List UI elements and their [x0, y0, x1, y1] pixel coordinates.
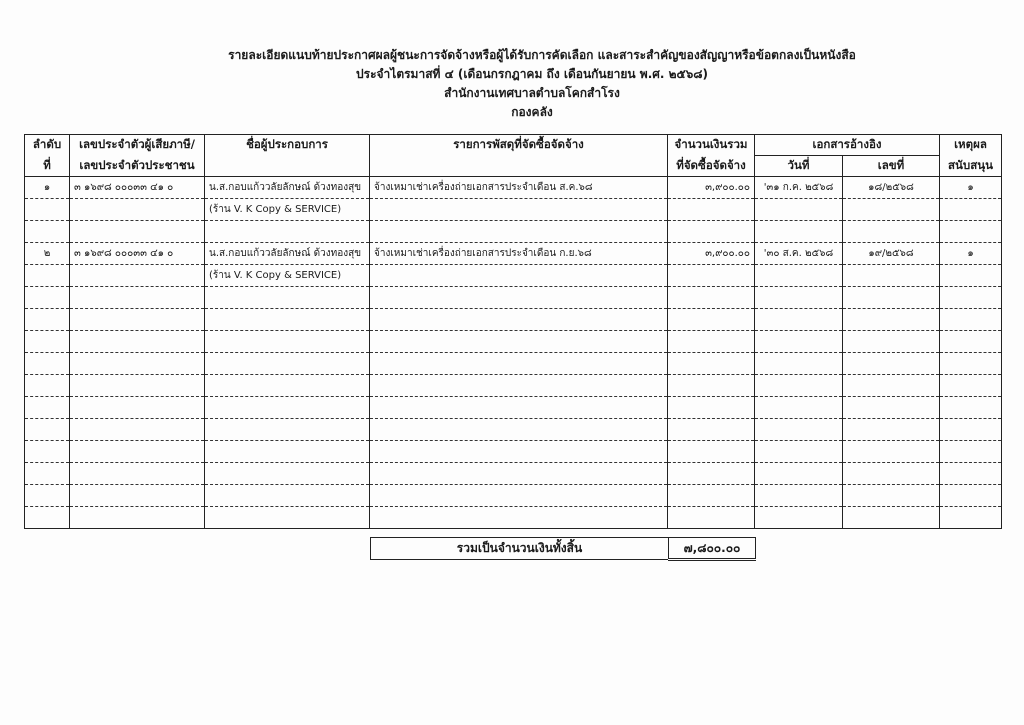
row-taxid: ๓ ๑๖๙๘ ๐๐๐๓๓ ๔๑ ๐	[70, 243, 205, 265]
col-ref-date-header: วันที่	[755, 156, 843, 177]
table-row	[25, 441, 1002, 463]
row-vendor-shop: (ร้าน V. K Copy & SERVICE)	[205, 199, 370, 221]
table-row	[25, 463, 1002, 485]
table-row	[25, 397, 1002, 419]
document-header	[0, 46, 1024, 122]
table-row	[25, 375, 1002, 397]
row-taxid: ๓ ๑๖๙๘ ๐๐๐๓๓ ๔๑ ๐	[70, 177, 205, 199]
row-seq: ๒	[25, 243, 70, 265]
title-line-1: รายละเอียดแนบท้ายประกาศผลผู้ชนะการจัดจ้างหรือผู้ได้รับการคัดเลือก และสาระสำคัญของสัญญาหรือข้อตกลงเป็นหนังสือ	[228, 48, 856, 62]
table-row	[25, 419, 1002, 441]
col-item-header-2	[370, 156, 668, 177]
procurement-table	[24, 134, 1002, 529]
table-row	[25, 221, 1002, 243]
row-seq: ๑	[25, 177, 70, 199]
total-label: รวมเป็นจำนวนเงินทั้งสิ้น	[371, 538, 669, 560]
table-row	[25, 199, 1002, 221]
row-item: จ้างเหมาเช่าเครื่องถ่ายเอกสารประจำเดือน ส.ค.๖๘	[370, 177, 668, 199]
total-row	[370, 537, 756, 561]
title-line-2: ประจำไตรมาสที่ ๔ (เดือนกรกฎาคม ถึง เดือนกันยายน พ.ศ. ๒๕๖๘)	[356, 67, 708, 81]
col-item-header: รายการพัสดุที่จัดซื้อจัดจ้าง	[370, 135, 668, 156]
col-vendor-header: ชื่อผู้ประกอบการ	[205, 135, 370, 156]
col-seq-header: ลำดับ	[25, 135, 70, 156]
table-row	[25, 265, 1002, 287]
col-vendor-header-2	[205, 156, 370, 177]
col-taxid-header-2: เลขประจำตัวประชาชน	[70, 156, 205, 177]
title-line-3: สำนักงานเทศบาลตำบลโคกสำโรง	[444, 86, 620, 100]
total-amount: ๗,๘๐๐.๐๐	[669, 538, 756, 560]
table-row	[25, 287, 1002, 309]
table-row	[25, 309, 1002, 331]
title-line-4: กองคลัง	[511, 105, 553, 119]
row-ref-no: ๑๙/๒๕๖๘	[843, 243, 940, 265]
row-ref-no: ๑๘/๒๕๖๘	[843, 177, 940, 199]
col-ref-header: เอกสารอ้างอิง	[755, 135, 940, 156]
table-row	[25, 507, 1002, 529]
col-amount-header: จำนวนเงินรวม	[668, 135, 755, 156]
row-item: จ้างเหมาเช่าเครื่องถ่ายเอกสารประจำเดือน ก.ย.๖๘	[370, 243, 668, 265]
col-taxid-header: เลขประจำตัวผู้เสียภาษี/	[70, 135, 205, 156]
row-vendor: น.ส.กอบแก้ววลัยลักษณ์ ด้วงทองสุข	[205, 177, 370, 199]
col-ref-no-header: เลขที่	[843, 156, 940, 177]
col-reason-header-2: สนับสนุน	[940, 156, 1002, 177]
col-reason-header: เหตุผล	[940, 135, 1002, 156]
col-seq-header-2: ที่	[25, 156, 70, 177]
col-amount-header-2: ที่จัดซื้อจัดจ้าง	[668, 156, 755, 177]
table-row	[25, 243, 1002, 265]
row-vendor-shop: (ร้าน V. K Copy & SERVICE)	[205, 265, 370, 287]
row-vendor: น.ส.กอบแก้ววลัยลักษณ์ ด้วงทองสุข	[205, 243, 370, 265]
row-amount: ๓,๙๐๐.๐๐	[668, 177, 755, 199]
row-reason: ๑	[940, 177, 1002, 199]
table-row	[25, 485, 1002, 507]
row-ref-date: '๓๐ ส.ค. ๒๕๖๘	[755, 243, 843, 265]
row-amount: ๓,๙๐๐.๐๐	[668, 243, 755, 265]
table-row	[25, 331, 1002, 353]
row-reason: ๑	[940, 243, 1002, 265]
table-row	[25, 177, 1002, 199]
row-ref-date: '๓๑ ก.ค. ๒๕๖๘	[755, 177, 843, 199]
table-row	[25, 353, 1002, 375]
